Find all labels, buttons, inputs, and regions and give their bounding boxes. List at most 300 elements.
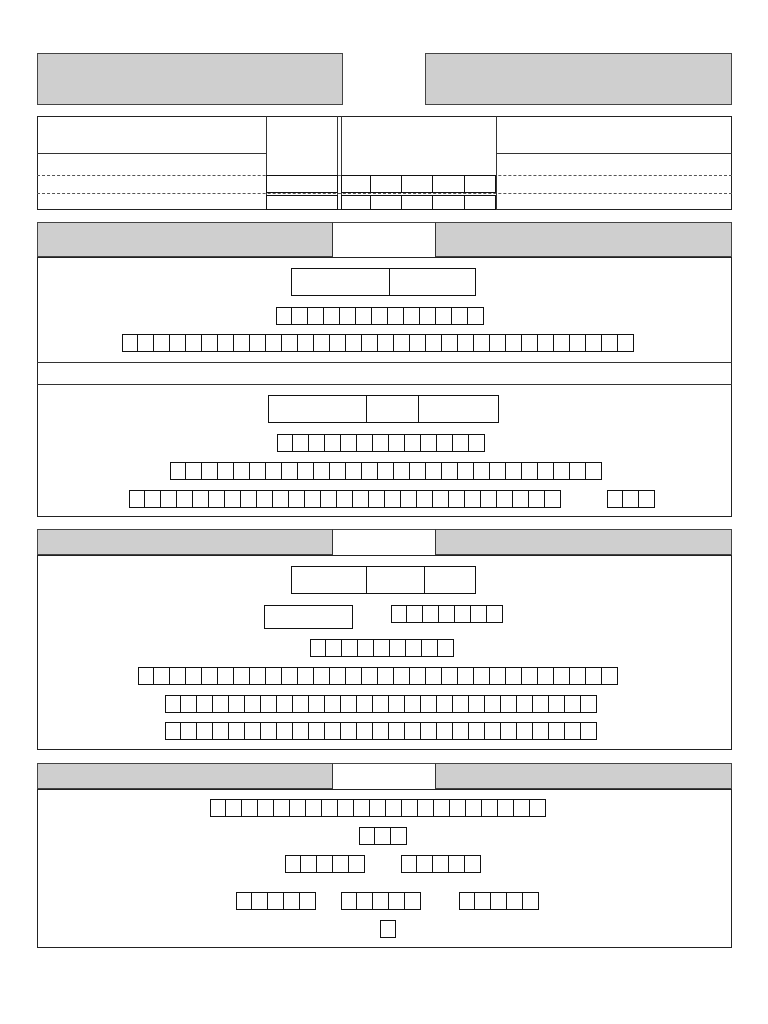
character-box[interactable] bbox=[437, 695, 453, 713]
character-box[interactable] bbox=[250, 334, 266, 352]
checkbox-row bbox=[277, 434, 485, 452]
info-cell[interactable] bbox=[465, 195, 496, 210]
character-box[interactable] bbox=[375, 827, 391, 845]
character-box[interactable] bbox=[197, 722, 213, 740]
character-box[interactable] bbox=[442, 334, 458, 352]
character-box[interactable] bbox=[293, 722, 309, 740]
character-box[interactable] bbox=[453, 722, 469, 740]
character-box[interactable] bbox=[356, 307, 372, 325]
character-box[interactable] bbox=[341, 434, 357, 452]
character-box[interactable] bbox=[330, 462, 346, 480]
character-box[interactable] bbox=[434, 799, 450, 817]
character-box[interactable] bbox=[218, 334, 234, 352]
character-box[interactable] bbox=[314, 334, 330, 352]
character-box[interactable] bbox=[602, 334, 618, 352]
character-box[interactable] bbox=[517, 695, 533, 713]
text-field[interactable] bbox=[268, 395, 367, 423]
character-box[interactable] bbox=[410, 334, 426, 352]
character-box[interactable] bbox=[245, 695, 261, 713]
character-box[interactable] bbox=[581, 695, 597, 713]
character-box[interactable] bbox=[373, 434, 389, 452]
character-box[interactable] bbox=[298, 667, 314, 685]
character-box[interactable] bbox=[266, 667, 282, 685]
character-box[interactable] bbox=[326, 639, 342, 657]
character-box[interactable] bbox=[506, 334, 522, 352]
character-box[interactable] bbox=[522, 462, 538, 480]
character-box[interactable] bbox=[154, 667, 170, 685]
text-field[interactable] bbox=[366, 566, 425, 594]
character-box[interactable] bbox=[234, 667, 250, 685]
character-box[interactable] bbox=[333, 855, 349, 873]
character-box[interactable] bbox=[282, 334, 298, 352]
character-box[interactable] bbox=[330, 334, 346, 352]
character-box[interactable] bbox=[474, 667, 490, 685]
character-box[interactable] bbox=[389, 434, 405, 452]
character-box[interactable] bbox=[405, 892, 421, 910]
character-box[interactable] bbox=[490, 462, 506, 480]
character-box[interactable] bbox=[507, 892, 523, 910]
character-box[interactable] bbox=[442, 462, 458, 480]
character-box[interactable] bbox=[161, 490, 177, 508]
character-box[interactable] bbox=[533, 695, 549, 713]
character-box[interactable] bbox=[465, 490, 481, 508]
character-box[interactable] bbox=[250, 462, 266, 480]
info-cell[interactable] bbox=[371, 195, 402, 210]
character-box[interactable] bbox=[342, 639, 358, 657]
character-box[interactable] bbox=[378, 334, 394, 352]
character-box[interactable] bbox=[373, 892, 389, 910]
character-box[interactable] bbox=[450, 799, 466, 817]
character-box[interactable] bbox=[501, 695, 517, 713]
character-box[interactable] bbox=[388, 307, 404, 325]
character-box[interactable] bbox=[309, 695, 325, 713]
character-box[interactable] bbox=[459, 892, 475, 910]
character-box[interactable] bbox=[469, 695, 485, 713]
character-box[interactable] bbox=[277, 695, 293, 713]
character-box[interactable] bbox=[565, 722, 581, 740]
character-box[interactable] bbox=[186, 462, 202, 480]
checkbox-row bbox=[380, 920, 396, 938]
character-box[interactable] bbox=[549, 695, 565, 713]
character-box[interactable] bbox=[338, 799, 354, 817]
character-box[interactable] bbox=[439, 605, 455, 623]
info-cell[interactable] bbox=[402, 175, 433, 193]
character-box[interactable] bbox=[401, 855, 417, 873]
character-box[interactable] bbox=[305, 490, 321, 508]
character-box[interactable] bbox=[300, 892, 316, 910]
character-box[interactable] bbox=[202, 667, 218, 685]
info-grid-divider bbox=[496, 116, 497, 210]
character-box[interactable] bbox=[421, 434, 437, 452]
character-box[interactable] bbox=[394, 334, 410, 352]
character-box[interactable] bbox=[453, 695, 469, 713]
info-cell[interactable] bbox=[465, 175, 496, 193]
character-box[interactable] bbox=[357, 695, 373, 713]
character-box[interactable] bbox=[554, 462, 570, 480]
character-box[interactable] bbox=[549, 722, 565, 740]
character-box[interactable] bbox=[362, 667, 378, 685]
character-box[interactable] bbox=[298, 334, 314, 352]
character-box[interactable] bbox=[277, 722, 293, 740]
character-box[interactable] bbox=[250, 667, 266, 685]
character-box[interactable] bbox=[234, 334, 250, 352]
character-box[interactable] bbox=[468, 307, 484, 325]
character-box[interactable] bbox=[324, 307, 340, 325]
character-box[interactable] bbox=[154, 334, 170, 352]
character-box[interactable] bbox=[170, 462, 186, 480]
character-box[interactable] bbox=[506, 667, 522, 685]
character-box[interactable] bbox=[482, 799, 498, 817]
character-box[interactable] bbox=[322, 799, 338, 817]
character-box[interactable] bbox=[513, 490, 529, 508]
character-box[interactable] bbox=[229, 722, 245, 740]
character-box[interactable] bbox=[391, 827, 407, 845]
character-box[interactable] bbox=[317, 855, 333, 873]
character-box[interactable] bbox=[394, 462, 410, 480]
character-box[interactable] bbox=[122, 334, 138, 352]
character-box[interactable] bbox=[293, 434, 309, 452]
character-box[interactable] bbox=[325, 695, 341, 713]
character-box[interactable] bbox=[410, 667, 426, 685]
character-box[interactable] bbox=[522, 667, 538, 685]
character-box[interactable] bbox=[639, 490, 655, 508]
text-field[interactable] bbox=[291, 566, 367, 594]
character-box[interactable] bbox=[458, 462, 474, 480]
character-box[interactable] bbox=[165, 722, 181, 740]
text-field[interactable] bbox=[291, 268, 390, 296]
character-box[interactable] bbox=[186, 334, 202, 352]
checkbox-row bbox=[276, 307, 484, 325]
character-box[interactable] bbox=[378, 667, 394, 685]
character-box[interactable] bbox=[469, 722, 485, 740]
character-box[interactable] bbox=[618, 334, 634, 352]
character-box[interactable] bbox=[497, 490, 513, 508]
character-box[interactable] bbox=[369, 490, 385, 508]
character-box[interactable] bbox=[458, 334, 474, 352]
character-box[interactable] bbox=[565, 695, 581, 713]
character-box[interactable] bbox=[337, 490, 353, 508]
character-box[interactable] bbox=[170, 667, 186, 685]
character-box[interactable] bbox=[523, 892, 539, 910]
character-box[interactable] bbox=[475, 892, 491, 910]
character-box[interactable] bbox=[314, 462, 330, 480]
character-box[interactable] bbox=[298, 462, 314, 480]
character-box[interactable] bbox=[359, 827, 375, 845]
character-box[interactable] bbox=[586, 667, 602, 685]
character-box[interactable] bbox=[373, 722, 389, 740]
character-box[interactable] bbox=[530, 799, 546, 817]
character-box[interactable] bbox=[349, 855, 365, 873]
character-box[interactable] bbox=[213, 722, 229, 740]
character-box[interactable] bbox=[522, 334, 538, 352]
character-box[interactable] bbox=[570, 334, 586, 352]
character-box[interactable] bbox=[274, 799, 290, 817]
character-box[interactable] bbox=[437, 722, 453, 740]
character-box[interactable] bbox=[474, 462, 490, 480]
character-box[interactable] bbox=[325, 434, 341, 452]
character-box[interactable] bbox=[165, 695, 181, 713]
character-box[interactable] bbox=[245, 722, 261, 740]
text-field[interactable] bbox=[366, 395, 419, 423]
character-box[interactable] bbox=[452, 307, 468, 325]
character-box[interactable] bbox=[301, 855, 317, 873]
character-box[interactable] bbox=[282, 667, 298, 685]
character-box[interactable] bbox=[570, 667, 586, 685]
character-box[interactable] bbox=[129, 490, 145, 508]
character-box[interactable] bbox=[261, 695, 277, 713]
character-box[interactable] bbox=[554, 334, 570, 352]
character-box[interactable] bbox=[436, 307, 452, 325]
character-box[interactable] bbox=[197, 695, 213, 713]
character-box[interactable] bbox=[310, 639, 326, 657]
character-box[interactable] bbox=[485, 722, 501, 740]
character-box[interactable] bbox=[465, 855, 481, 873]
info-cell[interactable] bbox=[341, 195, 371, 210]
character-box[interactable] bbox=[514, 799, 530, 817]
info-cell[interactable] bbox=[371, 175, 402, 193]
character-box[interactable] bbox=[261, 722, 277, 740]
character-box[interactable] bbox=[581, 722, 597, 740]
character-box[interactable] bbox=[181, 695, 197, 713]
character-box[interactable] bbox=[346, 667, 362, 685]
info-cell-row bbox=[341, 195, 496, 210]
character-box[interactable] bbox=[490, 334, 506, 352]
character-box[interactable] bbox=[386, 799, 402, 817]
character-box[interactable] bbox=[405, 722, 421, 740]
character-box[interactable] bbox=[538, 462, 554, 480]
character-box[interactable] bbox=[266, 334, 282, 352]
character-box[interactable] bbox=[372, 307, 388, 325]
character-box[interactable] bbox=[309, 434, 325, 452]
character-box[interactable] bbox=[276, 307, 292, 325]
checkbox-row bbox=[459, 892, 539, 910]
checkbox-row bbox=[607, 490, 655, 508]
character-box[interactable] bbox=[433, 490, 449, 508]
section-header-tab bbox=[332, 222, 436, 257]
character-box[interactable] bbox=[498, 799, 514, 817]
text-field[interactable] bbox=[264, 605, 353, 629]
character-box[interactable] bbox=[145, 490, 161, 508]
checkbox-row bbox=[310, 639, 454, 657]
character-box[interactable] bbox=[389, 722, 405, 740]
character-box[interactable] bbox=[341, 892, 357, 910]
character-box[interactable] bbox=[252, 892, 268, 910]
info-cell[interactable] bbox=[433, 195, 465, 210]
character-box[interactable] bbox=[306, 799, 322, 817]
character-box[interactable] bbox=[346, 334, 362, 352]
character-box[interactable] bbox=[420, 307, 436, 325]
character-box[interactable] bbox=[353, 490, 369, 508]
character-box[interactable] bbox=[487, 605, 503, 623]
checkbox-row bbox=[401, 855, 481, 873]
character-box[interactable] bbox=[491, 892, 507, 910]
character-box[interactable] bbox=[358, 639, 374, 657]
character-box[interactable] bbox=[138, 334, 154, 352]
text-field[interactable] bbox=[424, 566, 476, 594]
character-box[interactable] bbox=[354, 799, 370, 817]
character-box[interactable] bbox=[417, 855, 433, 873]
character-box[interactable] bbox=[426, 334, 442, 352]
character-box[interactable] bbox=[210, 799, 226, 817]
character-box[interactable] bbox=[186, 667, 202, 685]
character-box[interactable] bbox=[407, 605, 423, 623]
info-cell[interactable] bbox=[341, 175, 371, 193]
character-box[interactable] bbox=[490, 667, 506, 685]
character-box[interactable] bbox=[426, 667, 442, 685]
character-box[interactable] bbox=[202, 462, 218, 480]
character-box[interactable] bbox=[325, 722, 341, 740]
character-box[interactable] bbox=[389, 695, 405, 713]
character-box[interactable] bbox=[405, 695, 421, 713]
character-box[interactable] bbox=[406, 639, 422, 657]
character-box[interactable] bbox=[362, 462, 378, 480]
character-box[interactable] bbox=[390, 639, 406, 657]
character-box[interactable] bbox=[268, 892, 284, 910]
character-box[interactable] bbox=[340, 307, 356, 325]
character-box[interactable] bbox=[309, 722, 325, 740]
character-box[interactable] bbox=[138, 667, 154, 685]
character-box[interactable] bbox=[529, 490, 545, 508]
character-box[interactable] bbox=[423, 605, 439, 623]
character-box[interactable] bbox=[485, 695, 501, 713]
character-box[interactable] bbox=[242, 799, 258, 817]
character-box[interactable] bbox=[554, 667, 570, 685]
info-cell[interactable] bbox=[433, 175, 465, 193]
character-box[interactable] bbox=[437, 434, 453, 452]
character-box[interactable] bbox=[170, 334, 186, 352]
character-box[interactable] bbox=[273, 490, 289, 508]
character-box[interactable] bbox=[341, 695, 357, 713]
character-box[interactable] bbox=[374, 639, 390, 657]
character-box[interactable] bbox=[370, 799, 386, 817]
character-box[interactable] bbox=[394, 667, 410, 685]
character-box[interactable] bbox=[285, 855, 301, 873]
character-box[interactable] bbox=[421, 695, 437, 713]
character-box[interactable] bbox=[417, 490, 433, 508]
character-box[interactable] bbox=[308, 307, 324, 325]
character-box[interactable] bbox=[586, 334, 602, 352]
character-box[interactable] bbox=[362, 334, 378, 352]
character-box[interactable] bbox=[538, 334, 554, 352]
character-box[interactable] bbox=[181, 722, 197, 740]
character-box[interactable] bbox=[257, 490, 273, 508]
text-field[interactable] bbox=[418, 395, 499, 423]
character-box[interactable] bbox=[404, 307, 420, 325]
character-box[interactable] bbox=[289, 490, 305, 508]
character-box[interactable] bbox=[236, 892, 252, 910]
character-box[interactable] bbox=[389, 892, 405, 910]
character-box[interactable] bbox=[241, 490, 257, 508]
character-box[interactable] bbox=[501, 722, 517, 740]
character-box[interactable] bbox=[418, 799, 434, 817]
character-box[interactable] bbox=[346, 462, 362, 480]
character-box[interactable] bbox=[469, 434, 485, 452]
character-box[interactable] bbox=[357, 434, 373, 452]
character-box[interactable] bbox=[202, 334, 218, 352]
checkbox-row bbox=[210, 799, 546, 817]
character-box[interactable] bbox=[391, 605, 407, 623]
checkbox-row bbox=[122, 334, 634, 352]
character-box[interactable] bbox=[438, 639, 454, 657]
section-header-tab bbox=[332, 763, 436, 789]
character-box[interactable] bbox=[229, 695, 245, 713]
character-box[interactable] bbox=[282, 462, 298, 480]
character-box[interactable] bbox=[290, 799, 306, 817]
character-box[interactable] bbox=[410, 462, 426, 480]
character-box[interactable] bbox=[378, 462, 394, 480]
character-box[interactable] bbox=[421, 722, 437, 740]
character-box[interactable] bbox=[293, 695, 309, 713]
character-box[interactable] bbox=[218, 667, 234, 685]
character-box[interactable] bbox=[226, 799, 242, 817]
character-box[interactable] bbox=[373, 695, 389, 713]
character-box[interactable] bbox=[357, 722, 373, 740]
character-box[interactable] bbox=[341, 722, 357, 740]
character-box[interactable] bbox=[422, 639, 438, 657]
character-box[interactable] bbox=[405, 434, 421, 452]
character-box[interactable] bbox=[234, 462, 250, 480]
character-box[interactable] bbox=[177, 490, 193, 508]
character-box[interactable] bbox=[213, 695, 229, 713]
character-box[interactable] bbox=[506, 462, 522, 480]
info-field[interactable] bbox=[266, 195, 338, 210]
character-box[interactable] bbox=[481, 490, 497, 508]
character-box[interactable] bbox=[209, 490, 225, 508]
character-box[interactable] bbox=[426, 462, 442, 480]
checkbox-row bbox=[359, 827, 407, 845]
character-box[interactable] bbox=[193, 490, 209, 508]
character-box[interactable] bbox=[623, 490, 639, 508]
character-box[interactable] bbox=[570, 462, 586, 480]
info-field[interactable] bbox=[266, 175, 338, 193]
character-box[interactable] bbox=[533, 722, 549, 740]
character-box[interactable] bbox=[402, 799, 418, 817]
character-box[interactable] bbox=[321, 490, 337, 508]
character-box[interactable] bbox=[258, 799, 274, 817]
character-box[interactable] bbox=[458, 667, 474, 685]
character-box[interactable] bbox=[357, 892, 373, 910]
character-box[interactable] bbox=[380, 920, 396, 938]
character-box[interactable] bbox=[225, 490, 241, 508]
character-box[interactable] bbox=[602, 667, 618, 685]
character-box[interactable] bbox=[442, 667, 458, 685]
character-box[interactable] bbox=[538, 667, 554, 685]
character-box[interactable] bbox=[401, 490, 417, 508]
character-box[interactable] bbox=[471, 605, 487, 623]
info-cell[interactable] bbox=[402, 195, 433, 210]
character-box[interactable] bbox=[586, 462, 602, 480]
character-box[interactable] bbox=[607, 490, 623, 508]
character-box[interactable] bbox=[474, 334, 490, 352]
character-box[interactable] bbox=[455, 605, 471, 623]
character-box[interactable] bbox=[466, 799, 482, 817]
text-field[interactable] bbox=[389, 268, 476, 296]
character-box[interactable] bbox=[545, 490, 561, 508]
character-box[interactable] bbox=[292, 307, 308, 325]
character-box[interactable] bbox=[284, 892, 300, 910]
character-box[interactable] bbox=[449, 490, 465, 508]
character-box[interactable] bbox=[266, 462, 282, 480]
character-box[interactable] bbox=[330, 667, 346, 685]
character-box[interactable] bbox=[314, 667, 330, 685]
character-box[interactable] bbox=[218, 462, 234, 480]
character-box[interactable] bbox=[517, 722, 533, 740]
character-box[interactable] bbox=[277, 434, 293, 452]
character-box[interactable] bbox=[449, 855, 465, 873]
character-box[interactable] bbox=[385, 490, 401, 508]
character-box[interactable] bbox=[433, 855, 449, 873]
character-box[interactable] bbox=[453, 434, 469, 452]
